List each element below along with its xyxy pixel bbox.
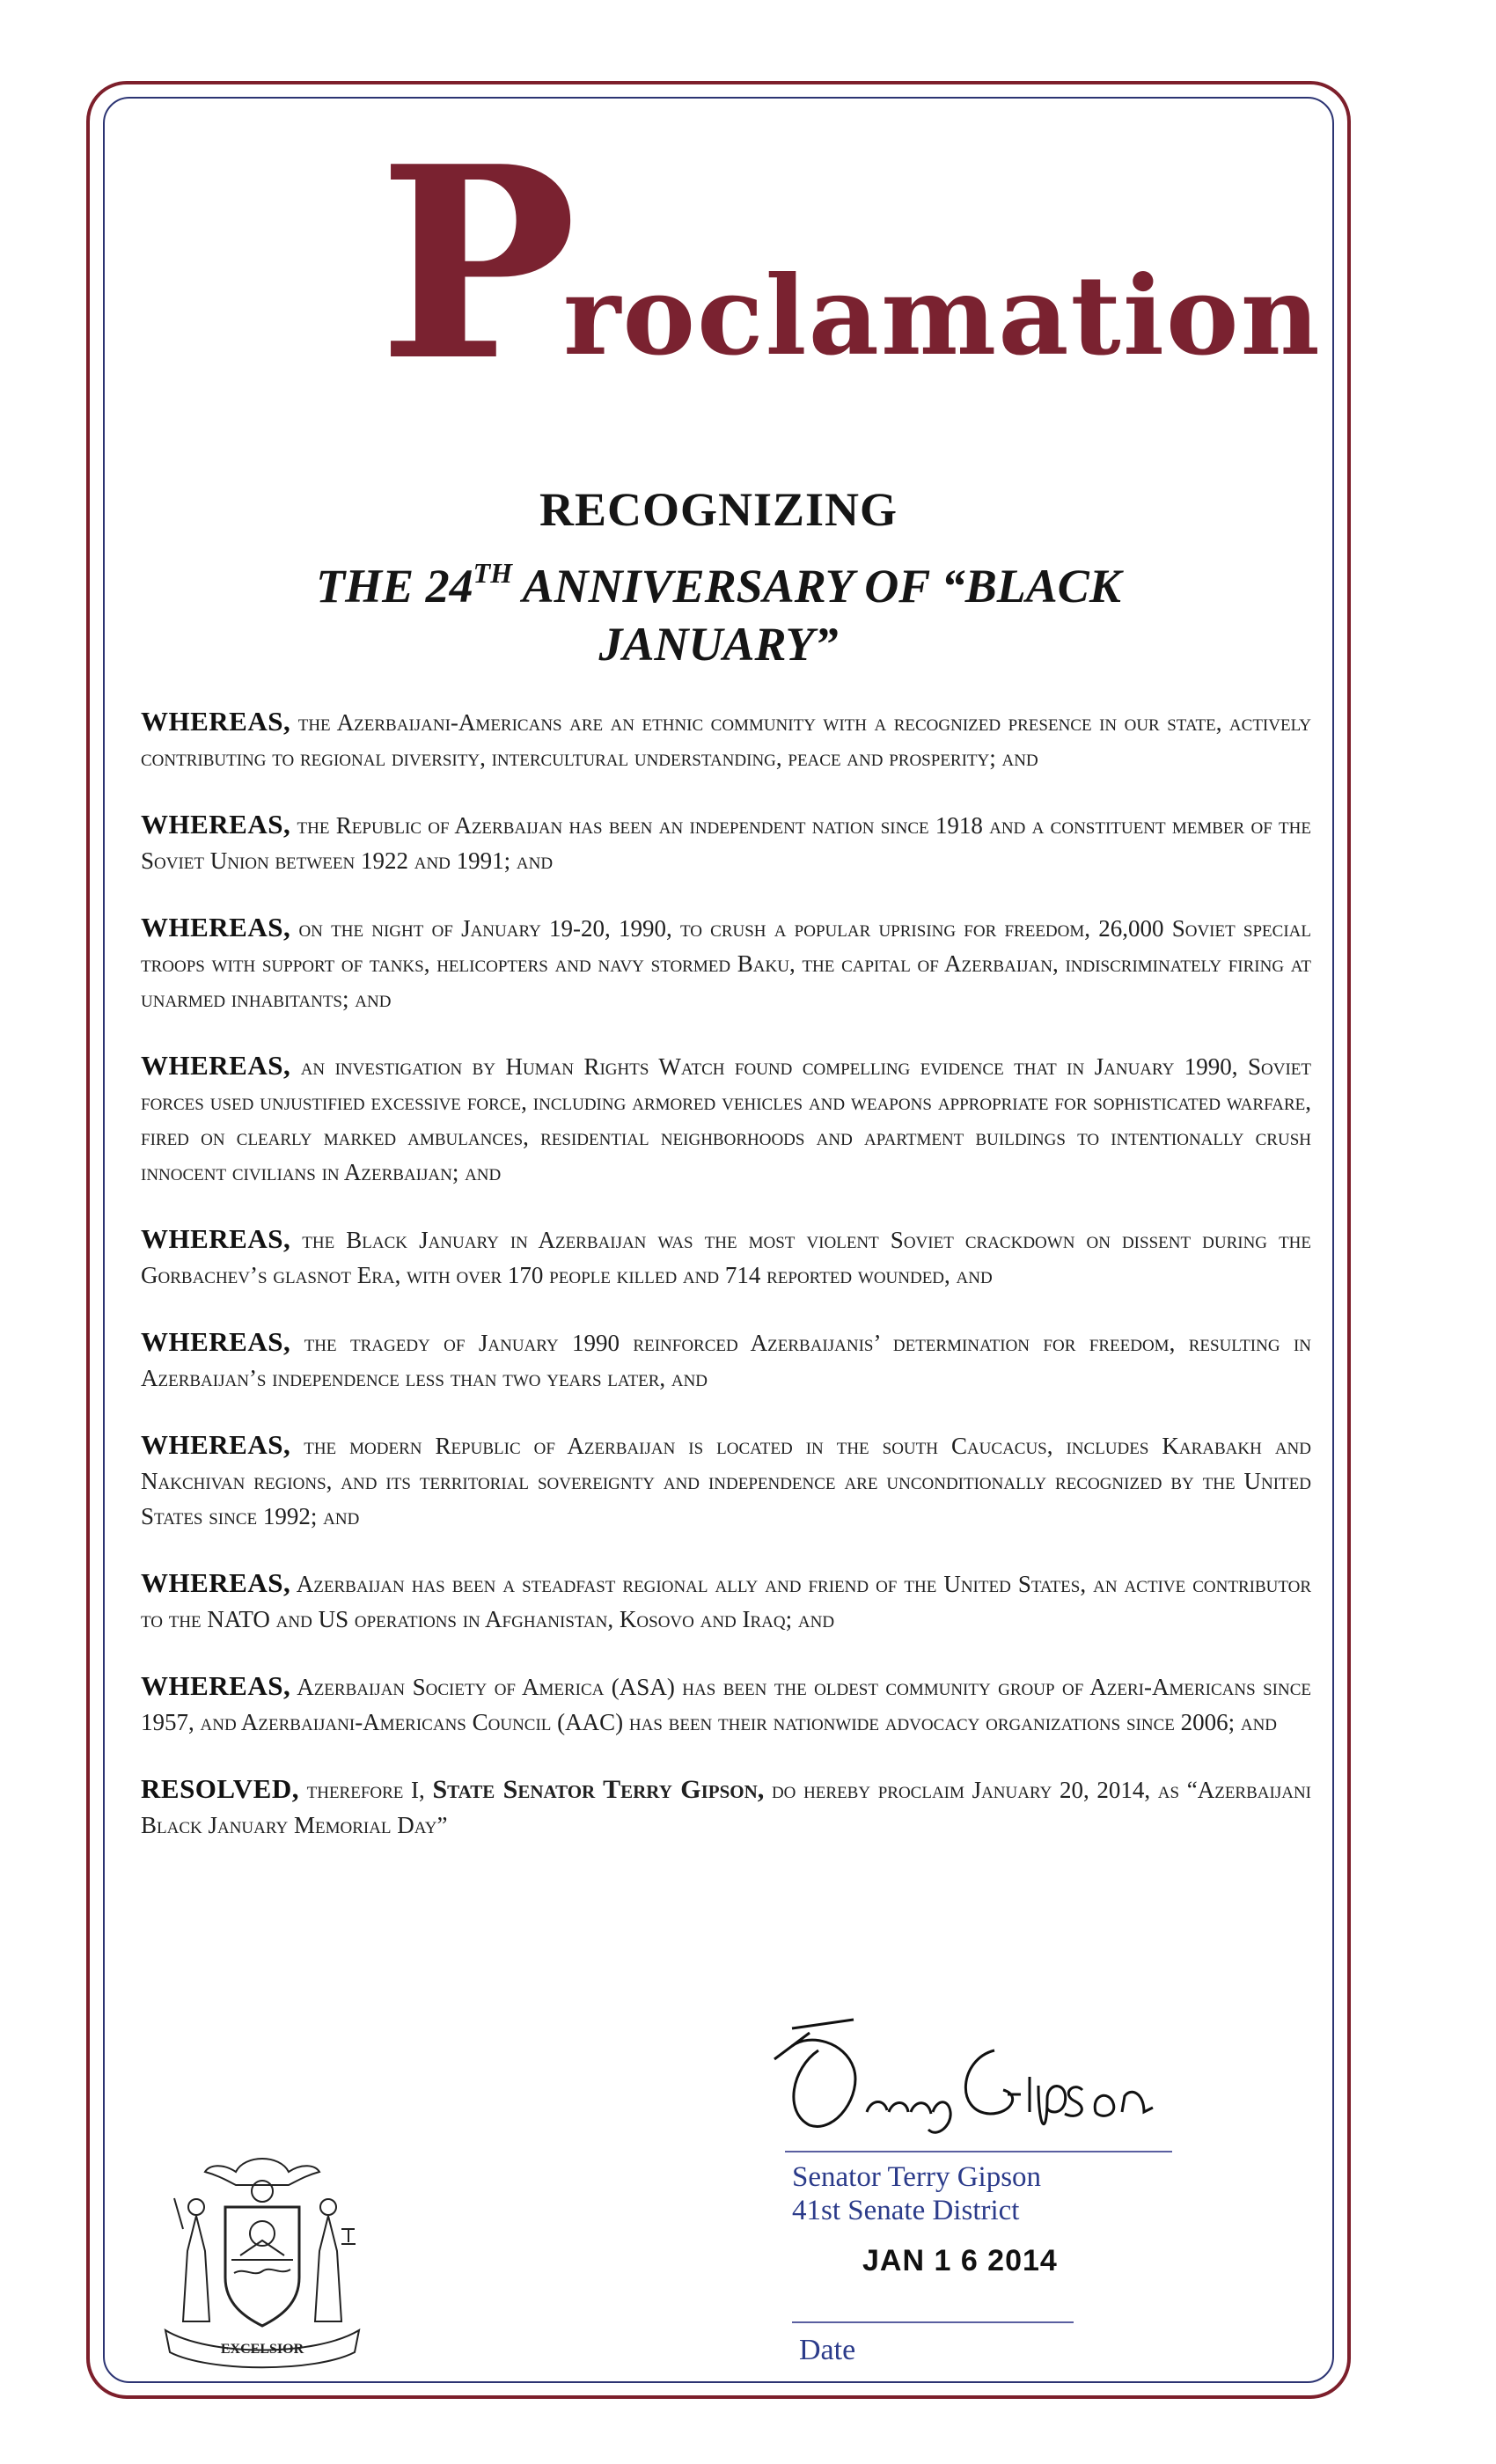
heading-recognizing: RECOGNIZING (539, 483, 898, 536)
whereas-text: the Azerbaijani-Americans are an ethnic community with a recognized presence in our state, actively contributing to regional diversity, intercultural understanding, peace and prosperity; and (141, 709, 1312, 771)
proclamation-body (141, 704, 1311, 1874)
heading-line2-post: ANNIVERSARY OF “BLACK (512, 560, 1121, 612)
whereas-text: the modern Republic of Azerbaijan is located in the south Caucacus, includes Karabakh and Nakchivan regions, and its territorial sovereignty and independence are unconditionally recognized by the United States since 1992; and (141, 1433, 1311, 1529)
signature-image (757, 2015, 1179, 2147)
whereas-paragraph (141, 910, 1311, 1016)
date-stamp: JAN 1 6 2014 (862, 2244, 1058, 2277)
whereas-text: the tragedy of January 1990 reinforced Azerbaijanis’ determination for freedom, resulting in Azerbaijan’s independence less than two years later, and (141, 1330, 1311, 1391)
whereas-label: WHEREAS, (141, 706, 291, 737)
heading-line3: JANUARY” (598, 618, 839, 671)
whereas-paragraph (141, 1566, 1311, 1637)
whereas-label: WHEREAS, (141, 1670, 291, 1701)
whereas-label: WHEREAS, (141, 912, 291, 942)
whereas-label: WHEREAS, (141, 1223, 291, 1254)
heading-line2-pre: THE 24 (316, 560, 473, 612)
whereas-text: the Black January in Azerbaijan was the most violent Soviet crackdown on dissent during the Gorbachev’s glasnot Era, with over 170 people killed and 714 reported wounded, and (141, 1227, 1312, 1288)
resolved-post: do hereby proclaim January 20, 2014, as “Azerbaijani Black January Memorial Day” (141, 1777, 1311, 1838)
whereas-label: WHEREAS, (141, 1050, 291, 1081)
signature-line (785, 2151, 1172, 2152)
whereas-paragraph (141, 1048, 1311, 1190)
date-line (792, 2321, 1074, 2323)
whereas-text: Azerbaijan Society of America (ASA) has been the oldest community group of Azeri-Americans since 1957, and Azerbaijani-Americans Council (AAC) has been their nationwide advocacy organizations since 2006; and (141, 1674, 1311, 1735)
new-york-state-seal (157, 2145, 368, 2371)
whereas-label: WHEREAS, (141, 1326, 291, 1357)
seal-motto: EXCELSIOR (220, 2342, 304, 2357)
whereas-paragraph (141, 704, 1311, 775)
senator-name: Senator Terry Gipson (792, 2161, 1042, 2193)
whereas-paragraph (141, 1668, 1311, 1740)
whereas-paragraph (141, 1324, 1311, 1396)
whereas-text: on the night of January 19-20, 1990, to crush a popular uprising for freedom, 26,000 Soviet special troops with support of tanks, helicopters and navy stormed Baku, the capital of Azerbaijan, indiscriminately firing at unarmed inhabitants; and (141, 915, 1311, 1012)
whereas-paragraph (141, 1221, 1311, 1293)
whereas-label: WHEREAS, (141, 1429, 291, 1460)
proclamation-title (370, 108, 1322, 422)
whereas-text: an investigation by Human Rights Watch found compelling evidence that in January 1990, Soviet forces used unjustified excessive force, including armored vehicles and weapons appropriate for sophisticated warfare, fired on clearly marked ambulances, residential neighborhoods and apartment buildings to intentionally crush innocent civilians in Azerbaijan; and (141, 1053, 1312, 1185)
resolved-paragraph (141, 1771, 1311, 1843)
heading-line2-sup: TH (473, 557, 513, 589)
whereas-label: WHEREAS, (141, 809, 291, 840)
date-label: Date (799, 2334, 856, 2366)
heading-subtitle (0, 544, 1437, 673)
whereas-paragraph (141, 1427, 1311, 1534)
title-rest: roclamation (563, 253, 1322, 380)
title-initial: P (378, 108, 577, 419)
whereas-label: WHEREAS, (141, 1567, 291, 1598)
resolved-label: RESOLVED, (141, 1773, 299, 1804)
resolved-senator: State Senator Terry Gipson, (432, 1775, 765, 1804)
whereas-text: Azerbaijan has been a steadfast regional ally and friend of the United States, an active contributor to the NATO and US operations in Afghanistan, Kosovo and Iraq; and (141, 1571, 1311, 1632)
whereas-paragraph (141, 807, 1311, 878)
senate-district: 41st Senate District (792, 2195, 1020, 2226)
whereas-text: the Republic of Azerbaijan has been an independent nation since 1918 and a constituent member of the Soviet Union between 1922 and 1991; and (141, 812, 1311, 874)
resolved-pre: therefore I, (298, 1777, 433, 1803)
